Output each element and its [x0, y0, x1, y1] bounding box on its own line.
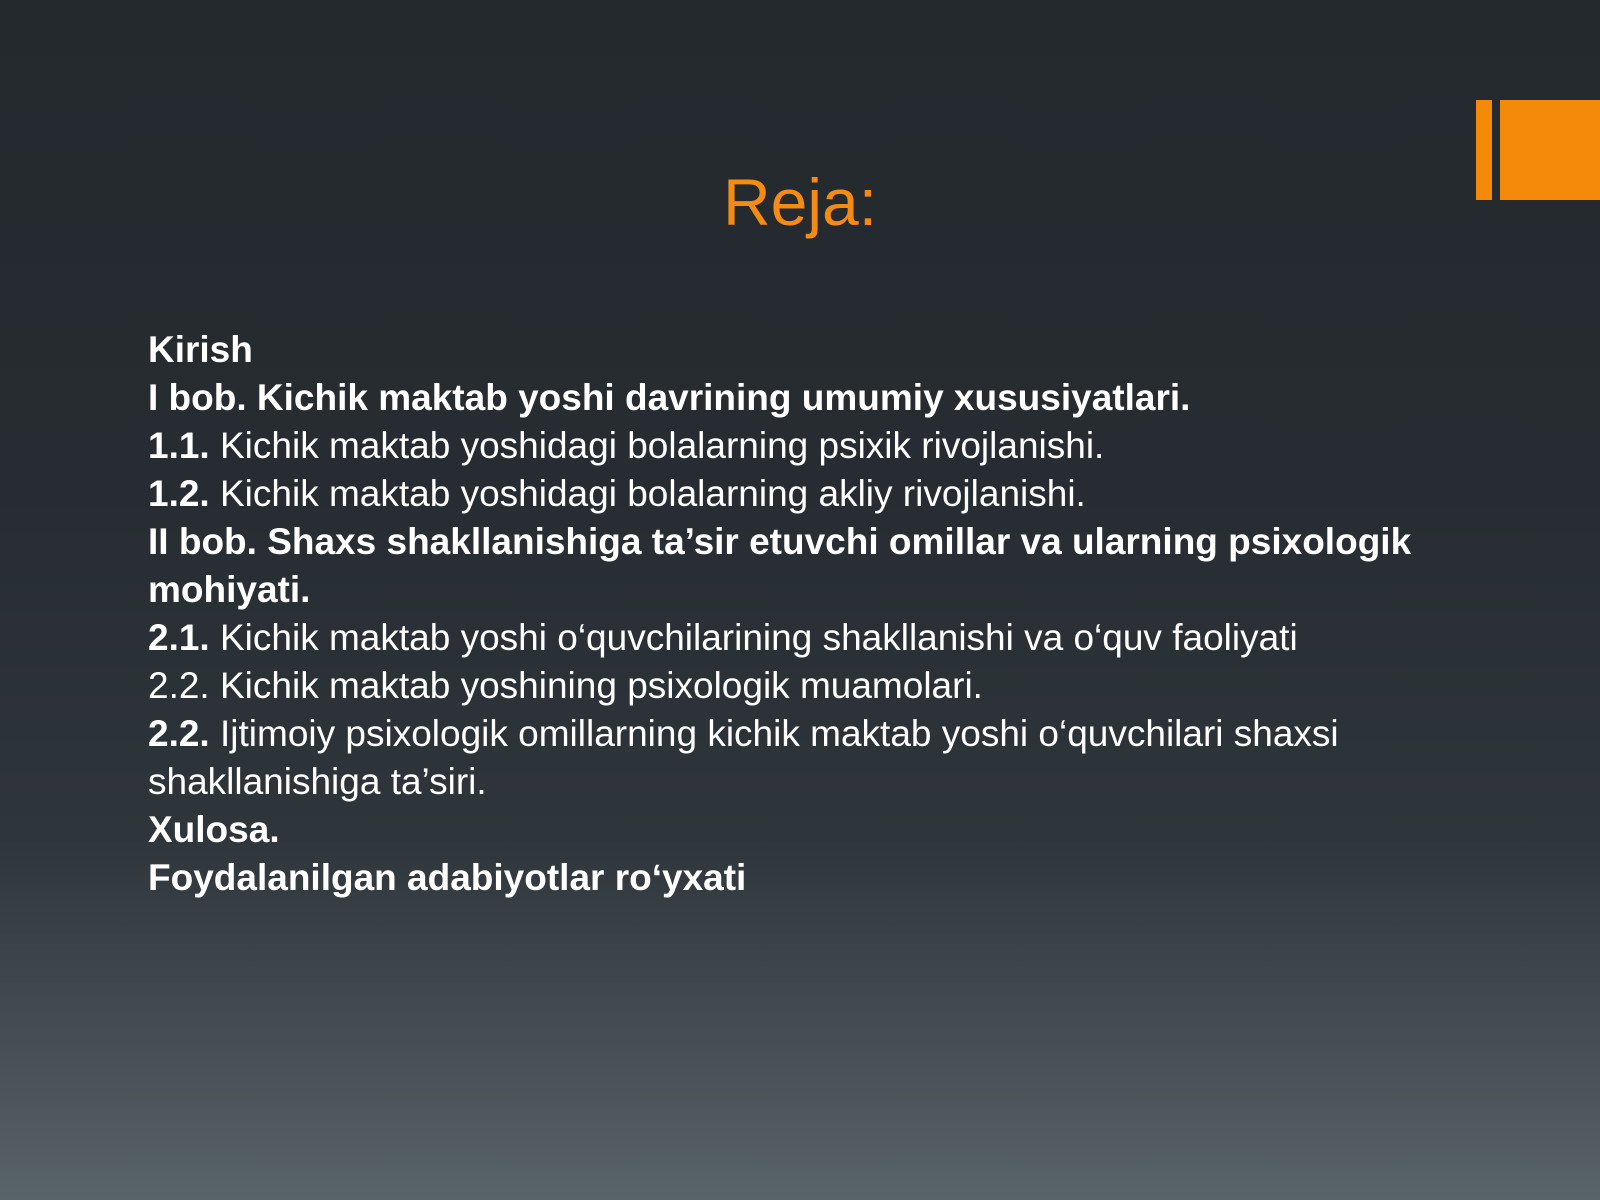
- outline-list: [148, 326, 1528, 902]
- outline-item: 2.2. Ijtimoiy psixologik omillarning kichik maktab yoshi o‘quvchilari shaxsi shakllanishiga ta’siri.: [148, 713, 1339, 802]
- outline-number: 2.2.: [148, 713, 210, 754]
- outline-item: 1.2. Kichik maktab yoshidagi bolalarning akliy rivojlanishi.: [148, 473, 1086, 514]
- outline-item: Kirish: [148, 329, 253, 370]
- outline-item: 2.2. Kichik maktab yoshining psixologik muamolari.: [148, 665, 983, 706]
- outline-number: 1.1.: [148, 425, 210, 466]
- outline-number: 2.1.: [148, 617, 210, 658]
- slide-title: Reja:: [722, 165, 878, 239]
- outline-item: II bob. Shaxs shakllanishiga ta’sir etuvchi omillar va ularning psixologik mohiyati.: [148, 521, 1412, 610]
- outline-item: 2.1. Kichik maktab yoshi o‘quvchilarining shakllanishi va o‘quv faoliyati: [148, 617, 1298, 658]
- outline-item: 1.1. Kichik maktab yoshidagi bolalarning psixik rivojlanishi.: [148, 425, 1105, 466]
- outline-item: Foydalanilgan adabiyotlar ro‘yxati: [148, 857, 747, 898]
- outline-item: I bob. Kichik maktab yoshi davrining umumiy xususiyatlari.: [148, 377, 1191, 418]
- outline-item: Xulosa.: [148, 809, 280, 850]
- outline-number: 1.2.: [148, 473, 210, 514]
